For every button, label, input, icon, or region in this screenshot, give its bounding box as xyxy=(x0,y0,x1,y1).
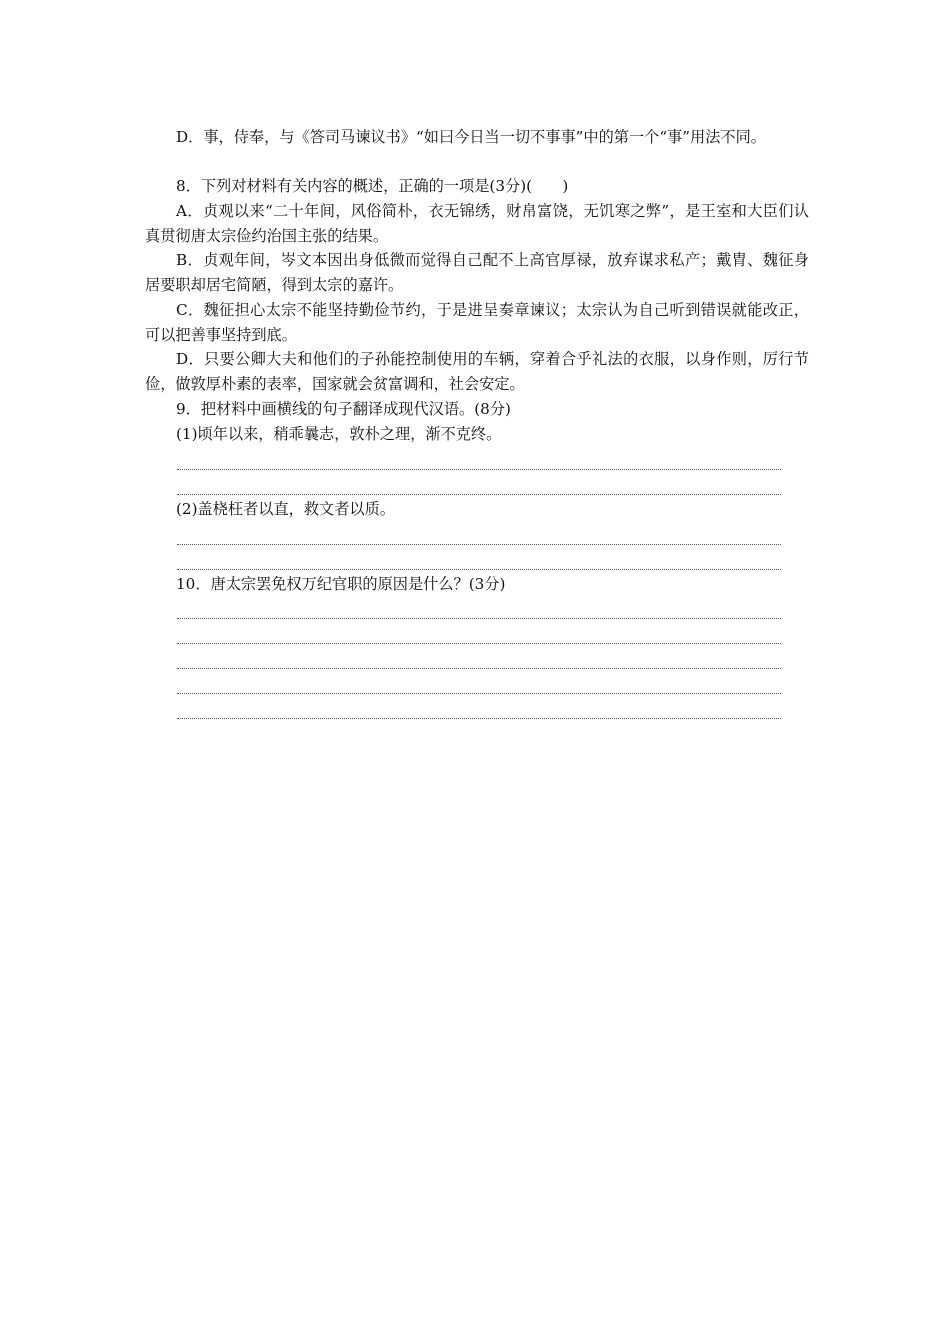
answer-line[interactable] xyxy=(177,618,781,619)
q9-sub2: (2)盖桡枉者以直，救文者以质。 xyxy=(176,500,395,518)
q7-option-d: D．事，侍奉，与《答司马谏议书》“如曰今日当一切不事事”中的第一个“事”用法不同。 xyxy=(176,128,766,146)
answer-line[interactable] xyxy=(177,643,781,644)
q8-option-c: C．魏征担心太宗不能坚持勤俭节约，于是进呈奏章谏议；太宗认为自己听到错误就能改正，可以把善事坚持到底。 xyxy=(145,301,809,344)
answer-line[interactable] xyxy=(177,544,781,545)
q9-sub1: (1)顷年以来，稍乖曩志，敦朴之理，渐不克终。 xyxy=(176,425,502,443)
q8-option-a: A．贞观以来“二十年间，风俗简朴，衣无锦绣，财帛富饶，无饥寒之弊”，是王室和大臣们认真贯彻唐太宗俭约治国主张的结果。 xyxy=(145,202,809,245)
q8-option-b: B．贞观年间，岑文本因出身低微而觉得自己配不上高官厚禄，放弃谋求私产；戴胄、魏征身居要职却居宅简陋，得到太宗的嘉许。 xyxy=(145,251,809,294)
answer-line[interactable] xyxy=(177,718,781,719)
answer-line[interactable] xyxy=(177,693,781,694)
answer-line[interactable] xyxy=(177,668,781,669)
q8-stem: 8．下列对材料有关内容的概述，正确的一项是(3分)( ) xyxy=(176,177,569,195)
answer-line[interactable] xyxy=(177,569,781,570)
q9-stem: 9．把材料中画横线的句子翻译成现代汉语。(8分) xyxy=(176,400,511,418)
answer-line[interactable] xyxy=(177,494,781,495)
q10-stem: 10．唐太宗罢免权万纪官职的原因是什么？(3分) xyxy=(176,575,506,593)
q8-option-d: D．只要公卿大夫和他们的子孙能控制使用的车辆，穿着合乎礼法的衣服，以身作则，厉行节俭，做敦厚朴素的表率，国家就会贫富调和，社会安定。 xyxy=(145,350,809,393)
answer-line[interactable] xyxy=(177,469,781,470)
